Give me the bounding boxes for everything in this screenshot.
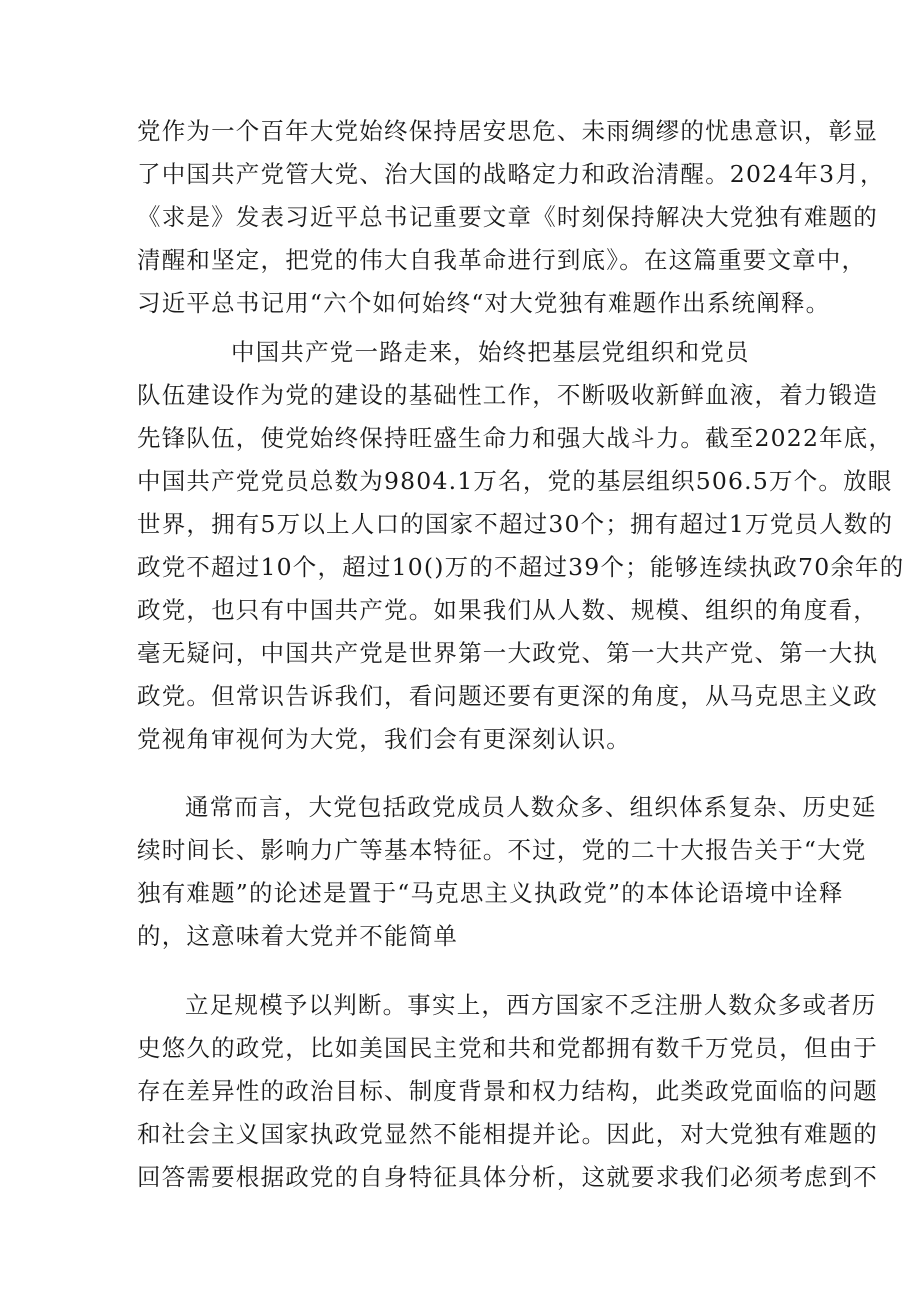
text-line: 存在差异性的政治目标、制度背景和权力结构，此类政党面临的问题 <box>137 1077 878 1105</box>
text-line: 清醒和坚定，把党的伟大自我革命进行到底》。在这篇重要文章中， <box>137 246 867 274</box>
text-line: 和社会主义国家执政党显然不能相提并论。因此，对大党独有难题的 <box>137 1120 878 1148</box>
text-line: 立足规模予以判断。事实上，西方国家不乏注册人数众多或者历 <box>185 991 877 1019</box>
text-line: 回答需要根据政党的自身特征具体分析，这就要求我们必须考虑到不 <box>137 1163 878 1191</box>
text-line: 队伍建设作为党的建设的基础性工作，不断吸收新鲜血液，着力锻造 <box>137 381 878 409</box>
text-line: 的，这意味着大党并不能简单 <box>137 922 459 950</box>
text-line: 中国共产党党员总数为9804.1万名，党的基层组织506.5万个。放眼 <box>137 467 893 495</box>
text-line: 中国共产党一路走来，始终把基层党组织和党员 <box>231 338 750 366</box>
text-line: 政党不超过10个，超过10()万的不超过39个；能够连续执政70余年的 <box>137 553 905 581</box>
text-line: 《求是》发表习近平总书记重要文章《时刻保持解决大党独有难题的 <box>137 203 878 231</box>
text-line: 了中国共产党管大党、治大国的战略定力和政治清醒。2024年3月， <box>137 160 885 188</box>
text-line: 党作为一个百年大党始终保持居安思危、未雨绸缪的忧患意识，彰显 <box>137 117 878 145</box>
text-line: 政党，也只有中国共产党。如果我们从人数、规模、组织的角度看， <box>137 596 878 624</box>
text-line: 史悠久的政党，比如美国民主党和共和党都拥有数千万党员，但由于 <box>137 1034 878 1062</box>
text-line: 续时间长、影响力广等基本特征。不过，党的二十大报告关于“大党 <box>137 836 867 864</box>
text-line: 政党。但常识告诉我们，看问题还要有更深的角度，从马克思主义政 <box>137 682 878 710</box>
text-line: 党视角审视何为大党，我们会有更深刻认识。 <box>137 725 631 753</box>
text-line: 通常而言，大党包括政党成员人数众多、组织体系复杂、历史延 <box>185 793 877 821</box>
text-line: 先锋队伍，使党始终保持旺盛生命力和强大战斗力。截至2022年底， <box>137 424 894 452</box>
text-line: 习近平总书记用“六个如何始终“对大党独有难题作出系统阐释。 <box>137 289 831 317</box>
text-line: 世界，拥有5万以上人口的国家不超过30个；拥有超过1万党员人数的 <box>137 510 894 538</box>
text-line: 毫无疑问，中国共产党是世界第一大政党、第一大共产党、第一大执 <box>137 639 878 667</box>
text-line: 独有难题”的论述是置于“马克思主义执政党”的本体论语境中诠释 <box>137 879 844 907</box>
